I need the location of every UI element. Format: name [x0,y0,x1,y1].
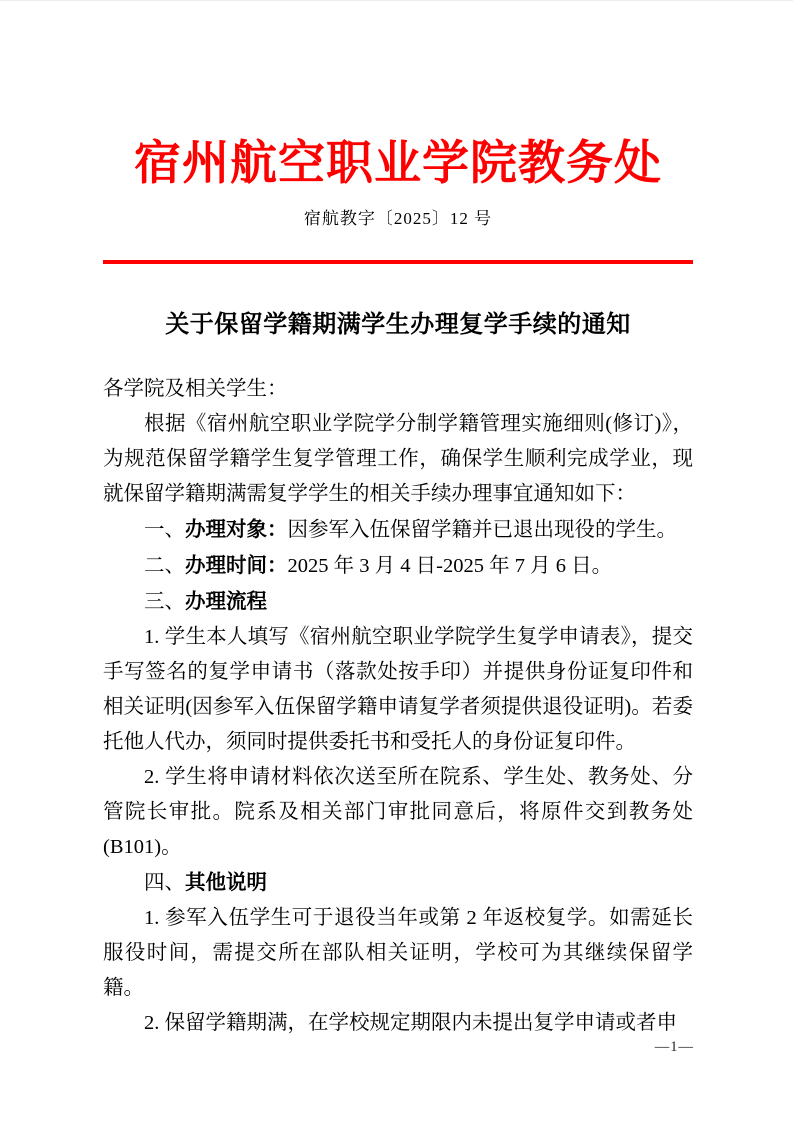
document-title: 关于保留学籍期满学生办理复学手续的通知 [165,312,631,338]
intro-paragraph: 根据《宿州航空职业学院学分制学籍管理实施细则(修订)》，为规范保留学籍学生复学管理工作，确保学生顺利完成学业，现就保留学籍期满需复学学生的相关手续办理事宜通知如下： [103,413,693,505]
section-4-item-1: 1. 参军入伍学生可于退役当年或第 2 年返校复学。如需延长服役时间，需提交所在部队相关证明，学校可为其继续保留学籍。 [103,907,693,999]
section-3-item-2: 2. 学生将申请材料依次送至所在院系、学生处、教务处、分管院长审批。院系及相关部门审批同意后，将原件交到教务处(B101)。 [103,766,693,858]
section-3-item-1: 1. 学生本人填写《宿州航空职业学院学生复学申请表》，提交手写签名的复学申请书（落款处按手印）并提供身份证复印件和相关证明(因参军入伍保留学籍申请复学者须提供退役证明)。若委托他人代办，须同时提供委托书和受托人的身份证复印件。 [103,626,693,753]
section-3-number: 三、 [144,591,185,613]
section-2-text: 2025 年 3 月 4 日-2025 年 7 月 6 日。 [287,555,613,577]
section-4-number: 四、 [144,872,185,894]
document-page [0,133,793,1055]
section-2-line [103,548,693,584]
salutation: 各学院及相关学生： [103,378,288,400]
org-title: 宿州航空职业学院教务处 [134,138,662,190]
section-1-label: 办理对象： [185,518,288,541]
section-1-line [103,512,693,548]
section-1-number: 一、 [144,519,185,541]
section-3-label: 办理流程 [185,590,267,613]
document-main [103,310,693,1041]
section-4-item-2: 2. 保留学籍期满，在学校规定期限内未提出复学申请或者申 [144,1012,677,1034]
document-body [103,372,693,1041]
section-2-number: 二、 [144,555,185,577]
section-4-heading [103,865,693,901]
section-1-text: 因参军入伍保留学籍并已退出现役的学生。 [287,519,677,541]
section-3-heading [103,584,693,620]
page-number: —1— [654,1039,694,1055]
doc-number: 宿航教字〔2025〕12 号 [303,209,493,228]
section-4-label: 其他说明 [185,871,267,894]
section-2-label: 办理时间： [185,554,288,577]
red-divider-rule [103,260,693,264]
letterhead [103,133,693,264]
